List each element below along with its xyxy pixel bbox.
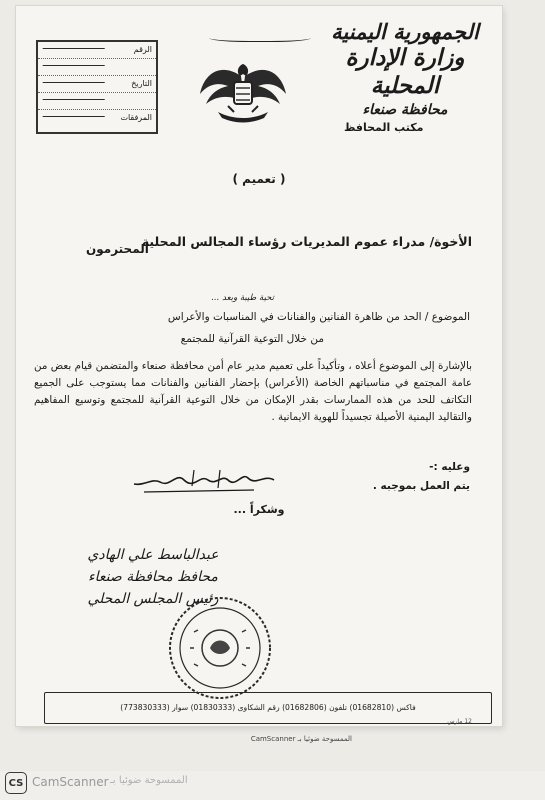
signatory-name: عبدالباسط علي الهادي [87,547,219,563]
reference-attachments-row [38,110,156,126]
yemen-eagle-emblem-icon [198,54,288,126]
closing-line: وعليه :- [429,461,470,473]
reference-stamp [36,40,158,134]
attachments-label: المرفقات [120,113,152,122]
date-label: التاريخ [131,79,152,88]
body-paragraph: بالإشارة إلى الموضوع أعلاه ، وتأكيداً على تعميم مدير عام أمن محافظة صنعاء والمتضمن قيام بعض من عامة المجتمع في مناسباتهم الخاصة (الأعراس) بإحضار الفنانين والفنانات مما يستوجب على الجميع التكاتف للحد من هذه الممارسات بقدر الإمكان من خلال التوعية القرآنية للمجتمع وتوسيع المفاهيم والتقاليد اليمنية الأصيلة تجسيداً للهوية الايمانية . [34,360,472,423]
camscanner-brand: CamScanner [32,775,109,789]
document-page [16,6,502,743]
handwriting-mark [41,82,105,87]
country-name: الجمهورية اليمنية [331,19,479,44]
office-name: مكتب المحافظ [344,121,424,134]
greeting: تحية طيبة وبعد ... [211,293,274,303]
official-seal-stamp [164,592,276,704]
addressee-line: الأخوة/ مدراء عموم المديريات رؤساء المجالس المحلية [141,234,472,249]
honorific: المحترمون [86,242,149,256]
governorate-name: محافظة صنعاء [362,102,448,118]
scan-watermark-text: الممسوحة ضوئيا بـ CamScanner [250,735,352,743]
signatory-title: محافظ محافظة صنعاء [88,569,218,585]
document-title: ( تعميم ) [232,172,286,186]
contact-footer: فاكس (01682810) تلفون (01682806) رقم الشكاوى (01830333) سوار (773830333) [44,692,492,724]
handwritten-signature [124,466,284,498]
thanks-line: وشكراً ... [233,503,285,516]
handwriting-mark [41,116,105,121]
ministry-name: وزارة الإدارة المحلية [345,44,465,99]
handwriting-mark [41,65,105,70]
reference-number-row [38,42,156,59]
number-label: الرقم [133,45,152,54]
reference-blank-row [38,59,156,76]
reference-date-row [38,76,156,93]
subject-line: الموضوع / الحد من ظاهرة الفنانين والفنانات في المناسبات والأعراس [167,311,470,323]
closing-instruction: يتم العمل بموجبه . [372,480,470,492]
signatory-council-title: رئيس المجلس المحلي [87,591,219,607]
letterhead [330,20,480,136]
subject-line-continued: من خلال التوعية القرآنية للمجتمع [180,333,324,345]
camscanner-arabic-caption: الممسوحة ضوئيا بـ [110,775,188,786]
handwriting-mark [41,99,105,104]
camscanner-logo-icon: CS [5,772,27,794]
handwriting-mark [41,48,105,53]
basmala-calligraphy [201,28,319,46]
basmala-ink [209,32,311,42]
reference-blank-row [38,93,156,110]
footer-note: 12 مارس [447,718,472,725]
